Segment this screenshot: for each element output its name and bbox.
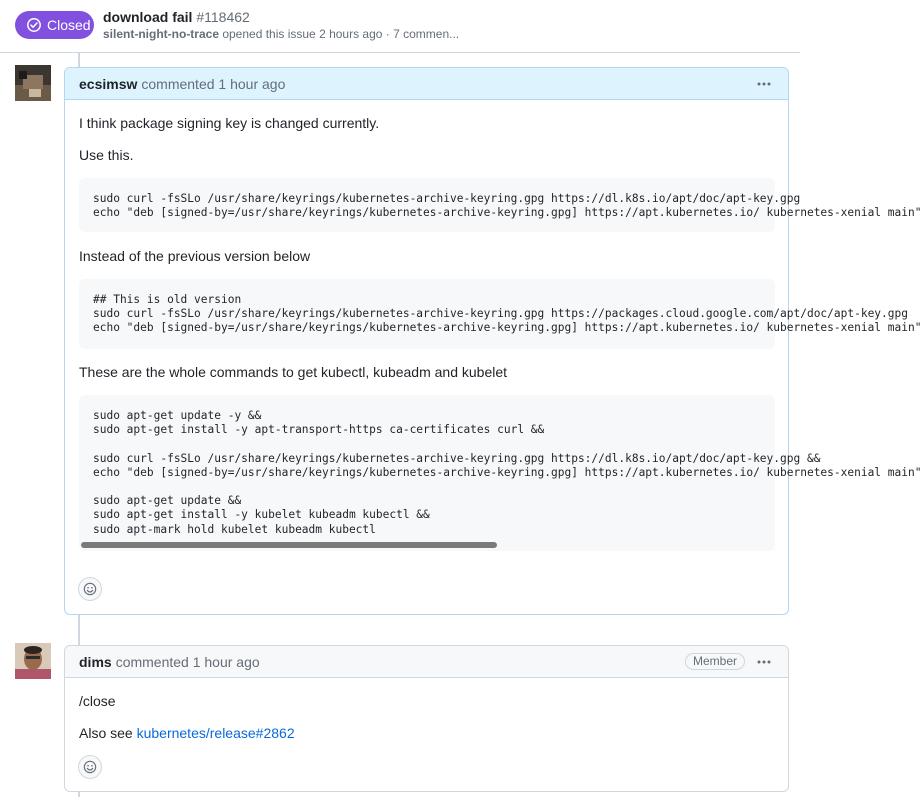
comment-paragraph: /close	[79, 693, 116, 709]
comment-paragraph: These are the whole commands to get kubectl, kubeadm and kubelet	[79, 364, 508, 380]
code-line: sudo apt-get update -y &&	[93, 409, 262, 422]
code-line: sudo curl -fsSLo /usr/share/keyrings/kubernetes-archive-keyring.gpg https://dl.k8s.io/apt/doc/apt-key.gpg &&	[93, 451, 821, 465]
comment-timestamp[interactable]: commented 1 hour ago	[115, 653, 260, 670]
comment-paragraph: Use this.	[79, 147, 134, 163]
code-block[interactable]	[79, 178, 921, 232]
kebab-horizontal-icon[interactable]	[756, 76, 772, 92]
avatar-ecsimsw[interactable]	[15, 65, 51, 101]
smiley-icon	[83, 760, 97, 774]
avatar-dims[interactable]	[15, 643, 51, 679]
code-block[interactable]	[79, 279, 921, 349]
kebab-horizontal-icon[interactable]	[756, 654, 772, 670]
comment-header	[65, 68, 788, 100]
comment-dims	[64, 645, 789, 792]
code-line: sudo apt-mark hold kubelet kubeadm kubectl	[93, 522, 376, 536]
issue-meta-text: opened this issue 2 hours ago · 7 commen...	[219, 27, 460, 41]
comment-ecsimsw	[64, 67, 921, 615]
timeline-line	[78, 792, 80, 797]
code-line: sudo apt-get update &&	[93, 494, 242, 508]
code-line: echo "deb [signed-by=/usr/share/keyrings/kubernetes-archive-keyring.gpg] https://apt.kubernetes.io/ kubernetes-xenial main"	[93, 321, 921, 335]
add-reaction-button[interactable]	[78, 755, 102, 779]
code-line: echo "deb [signed-by=/usr/share/keyrings/kubernetes-archive-keyring.gpg] https://apt.kubernetes.io/ kubernetes-xenial main"	[93, 206, 921, 220]
comment-body	[65, 100, 921, 614]
issue-reference-link[interactable]: kubernetes/release#2862	[136, 725, 295, 741]
issue-number: #118462	[196, 9, 250, 25]
timeline-line	[78, 614, 80, 645]
avatar-image	[15, 643, 51, 679]
comment-body	[65, 678, 788, 791]
add-reaction-button[interactable]	[78, 577, 102, 601]
comment-paragraph: I think package signing key is changed currently.	[79, 115, 380, 131]
avatar-image	[15, 65, 51, 101]
code-line: echo "deb [signed-by=/usr/share/keyrings/kubernetes-archive-keyring.gpg] https://apt.kubernetes.io/ kubernetes-xenial main"	[93, 465, 921, 479]
code-line	[93, 480, 775, 494]
comment-text: Also see	[79, 725, 137, 741]
issue-title	[103, 9, 250, 25]
timeline-line	[78, 53, 80, 68]
code-scrollbar[interactable]	[81, 542, 497, 548]
code-line: sudo curl -fsSLo /usr/share/keyrings/kubernetes-archive-keyring.gpg https://packages.cloud.google.com/apt/doc/apt-key.gpg	[93, 307, 908, 321]
state-badge	[15, 11, 94, 39]
code-block[interactable]	[79, 395, 921, 551]
issue-title-text: download fail	[103, 9, 193, 25]
comment-timestamp[interactable]: commented 1 hour ago	[141, 75, 286, 92]
comment-paragraph: Instead of the previous version below	[79, 248, 311, 264]
smiley-icon	[83, 582, 97, 596]
comment-author[interactable]: dims	[79, 653, 112, 670]
comment-author[interactable]: ecsimsw	[79, 75, 138, 92]
code-line: sudo apt-get install -y apt-transport-https ca-certificates curl &&	[93, 423, 545, 437]
issue-header	[0, 0, 800, 53]
code-line: sudo curl -fsSLo /usr/share/keyrings/kubernetes-archive-keyring.gpg https://dl.k8s.io/apt/doc/apt-key.gpg	[93, 192, 801, 205]
code-line	[93, 437, 775, 451]
issue-closed-icon	[26, 17, 42, 33]
code-line: sudo apt-get install -y kubelet kubeadm kubectl &&	[93, 508, 430, 522]
issue-author-link[interactable]: silent-night-no-trace	[103, 27, 219, 41]
comment-header	[65, 646, 788, 678]
member-badge: Member	[685, 653, 745, 670]
state-label: Closed	[47, 17, 91, 33]
code-line: ## This is old version	[93, 293, 242, 306]
comment-paragraph	[79, 723, 295, 743]
issue-meta	[103, 27, 459, 41]
